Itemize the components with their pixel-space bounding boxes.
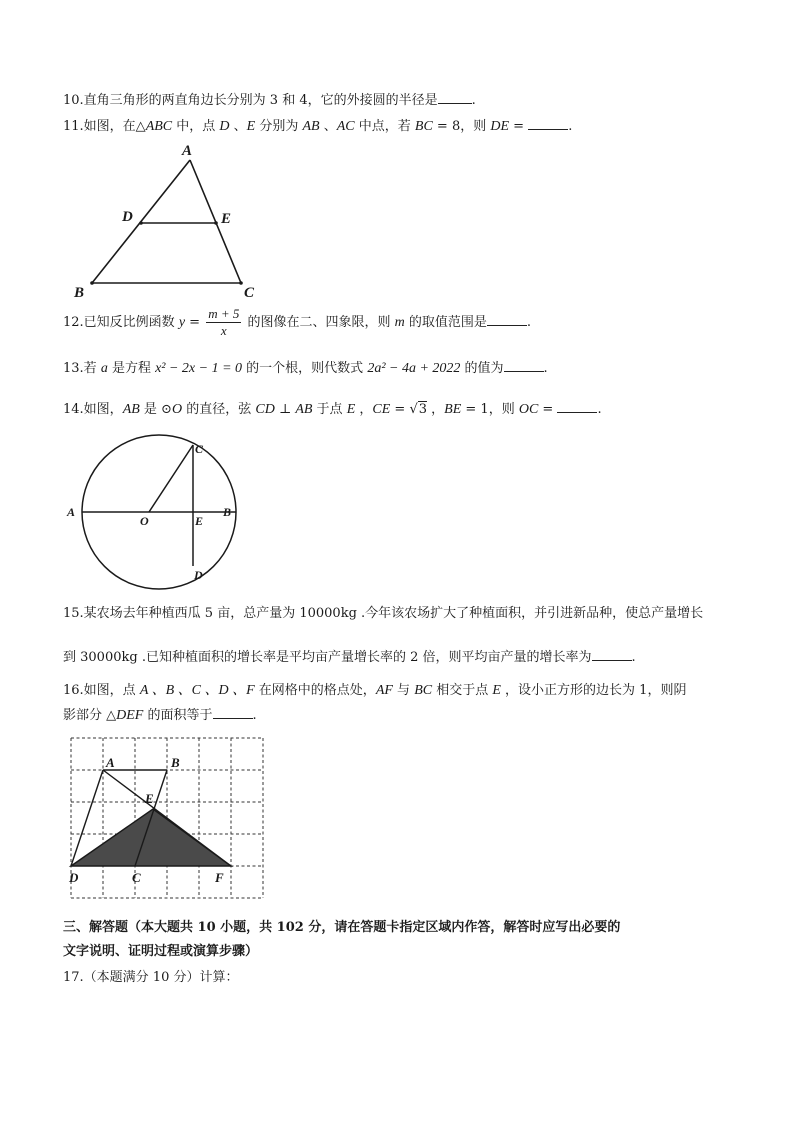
- q10-text: 10.直角三角形的两直角边长分别为 3 和 4，它的外接圆的半径是: [63, 93, 438, 108]
- label-a: A: [67, 505, 76, 519]
- question-15-line2: 到 30000kg .已知种植面积的增长率是平均亩产量增长率的 2 倍，则平均亩产量的增长率为 .: [63, 650, 636, 665]
- fraction: $\frac{m + 5}{x}$: [208, 306, 240, 338]
- answer-blank: [504, 359, 544, 372]
- circle-figure: [60, 432, 250, 592]
- point-c: [239, 281, 243, 285]
- radius-oc: [149, 445, 193, 512]
- triangle-abc-figure: [70, 140, 270, 305]
- point-d: [139, 221, 143, 225]
- answer-blank: [438, 91, 472, 104]
- label-c: C: [195, 442, 204, 456]
- label-a: A: [182, 143, 193, 159]
- section-3-heading-line2: 文字说明、证明过程或演算步骤）: [63, 944, 259, 959]
- label-c: C: [132, 870, 141, 885]
- label-f: F: [215, 870, 224, 885]
- question-14: 14.如图，AB 是 ⊙O 的直径，弦 CD ⊥ AB 于点 E ，CE = √3 ，BE = 1，则 OC = .: [63, 402, 602, 417]
- point-b: [90, 281, 94, 285]
- point-e: [214, 221, 218, 225]
- answer-blank: [528, 117, 568, 130]
- label-d: D: [69, 870, 79, 885]
- label-a: A: [106, 755, 115, 770]
- question-16-line1: 16.如图，点 A 、B 、C 、D 、F 在网格中的格点处，AF 与 BC 相交于点 E ，设小正方形的边长为 1，则阴: [63, 683, 687, 698]
- grid-figure: [60, 730, 270, 910]
- question-13: 13.若 a 是方程 x² − 2x − 1 = 0 的一个根，则代数式 2a² − 4a + 2022 的值为 .: [63, 361, 548, 376]
- question-12: 12.已知反比例函数 y = $\frac{m + 5}{x}$ 的图像在二、四象限，则 m 的取值范围是 .: [63, 306, 532, 338]
- answer-blank: [557, 400, 597, 413]
- section-3-heading-line1: 三、解答题（本大题共 10 小题，共 102 分，请在答题卡指定区域内作答，解答时应写出必要的: [63, 920, 621, 935]
- label-e: E: [145, 791, 154, 806]
- question-11: 11.如图，在△ABC 中，点 D 、E 分别为 AB 、AC 中点，若 BC = 8，则 DE = .: [63, 119, 573, 134]
- answer-blank: [213, 706, 253, 719]
- label-o: O: [140, 514, 149, 528]
- label-b: B: [223, 505, 232, 519]
- label-e: E: [195, 514, 204, 528]
- label-b: B: [171, 755, 180, 770]
- question-16-line2: 影部分 △DEF 的面积等于 .: [63, 708, 257, 723]
- question-15-line1: 15.某农场去年种植西瓜 5 亩，总产量为 10000kg .今年该农场扩大了种植面积，并引进新品种，使总产量增长: [63, 606, 704, 621]
- question-10: 10.直角三角形的两直角边长分别为 3 和 4，它的外接圆的半径是 .: [63, 93, 476, 108]
- label-d: D: [122, 209, 133, 225]
- label-e: E: [221, 211, 232, 227]
- answer-blank: [487, 313, 527, 326]
- label-c: C: [244, 285, 255, 301]
- answer-blank: [592, 648, 632, 661]
- label-b: B: [74, 285, 85, 301]
- label-d: D: [194, 568, 203, 582]
- question-17: 17.（本题满分 10 分）计算：: [63, 970, 239, 985]
